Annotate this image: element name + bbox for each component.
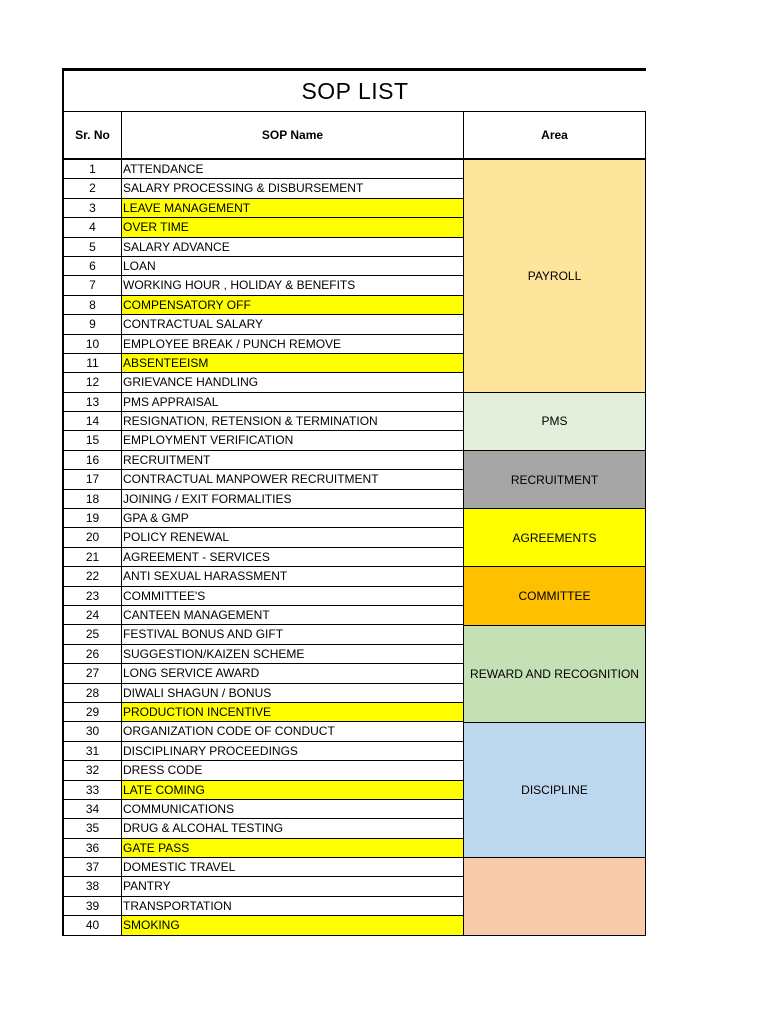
sop-name-cell: SMOKING — [122, 916, 464, 935]
area-cell-agreements: AGREEMENTS — [464, 509, 646, 567]
table-row — [62, 431, 464, 450]
sheet-title: SOP LIST — [301, 77, 409, 104]
header-area: Area — [464, 112, 646, 160]
table-row — [62, 819, 464, 838]
sr-no-cell: 25 — [62, 625, 122, 644]
sr-no-cell: 11 — [62, 354, 122, 373]
table-row — [62, 722, 464, 741]
sr-no-cell: 12 — [62, 373, 122, 392]
table-row — [62, 451, 464, 470]
sr-no-cell: 40 — [62, 916, 122, 935]
sop-name-cell: CONTRACTUAL MANPOWER RECRUITMENT — [122, 470, 464, 489]
sop-name-cell: LEAVE MANAGEMENT — [122, 199, 464, 218]
table-row — [62, 800, 464, 819]
sop-name-cell: JOINING / EXIT FORMALITIES — [122, 490, 464, 509]
table-row — [62, 179, 464, 198]
table-row — [62, 625, 464, 644]
sop-name-cell: DISCIPLINARY PROCEEDINGS — [122, 742, 464, 761]
sr-no-cell: 31 — [62, 742, 122, 761]
table-row — [62, 257, 464, 276]
sop-name-cell: SALARY PROCESSING & DISBURSEMENT — [122, 179, 464, 198]
table-row — [62, 781, 464, 800]
sop-rows — [62, 160, 464, 936]
sop-name-cell: GPA & GMP — [122, 509, 464, 528]
sop-name-cell: PRODUCTION INCENTIVE — [122, 703, 464, 722]
sr-no-cell: 17 — [62, 470, 122, 489]
sop-name-cell: PANTRY — [122, 877, 464, 896]
sr-no-cell: 39 — [62, 897, 122, 916]
sr-no-cell: 7 — [62, 276, 122, 295]
table-row — [62, 160, 464, 179]
table-row — [62, 897, 464, 916]
sop-name-cell: PMS APPRAISAL — [122, 393, 464, 412]
sop-name-cell: SALARY ADVANCE — [122, 238, 464, 257]
table-row — [62, 393, 464, 412]
sr-no-cell: 16 — [62, 451, 122, 470]
sr-no-cell: 32 — [62, 761, 122, 780]
sr-no-cell: 22 — [62, 567, 122, 586]
sop-name-cell: ORGANIZATION CODE OF CONDUCT — [122, 722, 464, 741]
table-row — [62, 664, 464, 683]
sr-no-cell: 10 — [62, 335, 122, 354]
table-row — [62, 276, 464, 295]
sr-no-cell: 34 — [62, 800, 122, 819]
area-cell-pms: PMS — [464, 393, 646, 451]
sop-name-cell: FESTIVAL BONUS AND GIFT — [122, 625, 464, 644]
sr-no-cell: 21 — [62, 548, 122, 567]
sr-no-cell: 19 — [62, 509, 122, 528]
table-row — [62, 509, 464, 528]
sr-no-cell: 9 — [62, 315, 122, 334]
sheet-title-cell — [62, 68, 646, 112]
header-sr-no: Sr. No — [62, 112, 122, 160]
sop-name-cell: DRUG & ALCOHAL TESTING — [122, 819, 464, 838]
table-row — [62, 548, 464, 567]
area-cell-payroll: PAYROLL — [464, 160, 646, 393]
sop-name-cell: DOMESTIC TRAVEL — [122, 858, 464, 877]
table-row — [62, 470, 464, 489]
sr-no-cell: 35 — [62, 819, 122, 838]
sr-no-cell: 33 — [62, 781, 122, 800]
area-cell-recruitment: RECRUITMENT — [464, 451, 646, 509]
sr-no-cell: 8 — [62, 296, 122, 315]
sop-name-cell: ANTI SEXUAL HARASSMENT — [122, 567, 464, 586]
sr-no-cell: 1 — [62, 160, 122, 179]
area-cell-discipline: DISCIPLINE — [464, 723, 646, 859]
sop-name-cell: WORKING HOUR , HOLIDAY & BENEFITS — [122, 276, 464, 295]
sr-no-cell: 27 — [62, 664, 122, 683]
table-row — [62, 742, 464, 761]
sop-name-cell: GATE PASS — [122, 839, 464, 858]
sop-name-cell: EMPLOYMENT VERIFICATION — [122, 431, 464, 450]
table-row — [62, 412, 464, 431]
sop-name-cell: POLICY RENEWAL — [122, 528, 464, 547]
sop-name-cell: CONTRACTUAL SALARY — [122, 315, 464, 334]
sop-name-cell: COMPENSATORY OFF — [122, 296, 464, 315]
sr-no-cell: 13 — [62, 393, 122, 412]
sr-no-cell: 23 — [62, 587, 122, 606]
table-row — [62, 839, 464, 858]
sr-no-cell: 36 — [62, 839, 122, 858]
table-row — [62, 567, 464, 586]
sr-no-cell: 26 — [62, 645, 122, 664]
table-row — [62, 218, 464, 237]
table-row — [62, 354, 464, 373]
sr-no-cell: 28 — [62, 684, 122, 703]
table-row — [62, 490, 464, 509]
sop-name-cell: COMMITTEE'S — [122, 587, 464, 606]
area-cell-committee: COMMITTEE — [464, 567, 646, 625]
sr-no-cell: 3 — [62, 199, 122, 218]
sr-no-cell: 24 — [62, 606, 122, 625]
table-row — [62, 296, 464, 315]
table-row — [62, 703, 464, 722]
sr-no-cell: 38 — [62, 877, 122, 896]
sop-name-cell: SUGGESTION/KAIZEN SCHEME — [122, 645, 464, 664]
sop-name-cell: GRIEVANCE HANDLING — [122, 373, 464, 392]
sr-no-cell: 20 — [62, 528, 122, 547]
sop-name-cell: EMPLOYEE BREAK / PUNCH REMOVE — [122, 335, 464, 354]
sop-name-cell: DRESS CODE — [122, 761, 464, 780]
sop-name-cell: LATE COMING — [122, 781, 464, 800]
sr-no-cell: 15 — [62, 431, 122, 450]
sr-no-cell: 29 — [62, 703, 122, 722]
area-cell-reward-and-recognition: REWARD AND RECOGNITION — [464, 626, 646, 723]
sop-name-cell: CANTEEN MANAGEMENT — [122, 606, 464, 625]
table-row — [62, 645, 464, 664]
sr-no-cell: 2 — [62, 179, 122, 198]
sop-name-cell: COMMUNICATIONS — [122, 800, 464, 819]
table-row — [62, 373, 464, 392]
table-row — [62, 587, 464, 606]
sop-name-cell: LONG SERVICE AWARD — [122, 664, 464, 683]
table-row — [62, 528, 464, 547]
table-row — [62, 238, 464, 257]
table-row — [62, 199, 464, 218]
table-row — [62, 335, 464, 354]
area-cell-blank — [464, 858, 646, 936]
sr-no-cell: 37 — [62, 858, 122, 877]
sop-name-cell: ABSENTEEISM — [122, 354, 464, 373]
sr-no-cell: 30 — [62, 722, 122, 741]
table-row — [62, 761, 464, 780]
sop-name-cell: OVER TIME — [122, 218, 464, 237]
table-row — [62, 916, 464, 935]
table-row — [62, 877, 464, 896]
sop-name-cell: ATTENDANCE — [122, 160, 464, 179]
table-row — [62, 315, 464, 334]
sr-no-cell: 6 — [62, 257, 122, 276]
sop-name-cell: TRANSPORTATION — [122, 897, 464, 916]
sr-no-cell: 5 — [62, 238, 122, 257]
sr-no-cell: 18 — [62, 490, 122, 509]
table-row — [62, 858, 464, 877]
table-row — [62, 606, 464, 625]
header-sop-name: SOP Name — [122, 112, 464, 160]
sop-name-cell: LOAN — [122, 257, 464, 276]
sr-no-cell: 14 — [62, 412, 122, 431]
table-row — [62, 684, 464, 703]
sop-name-cell: RESIGNATION, RETENSION & TERMINATION — [122, 412, 464, 431]
sop-name-cell: AGREEMENT - SERVICES — [122, 548, 464, 567]
sr-no-cell: 4 — [62, 218, 122, 237]
sop-name-cell: DIWALI SHAGUN / BONUS — [122, 684, 464, 703]
sop-name-cell: RECRUITMENT — [122, 451, 464, 470]
